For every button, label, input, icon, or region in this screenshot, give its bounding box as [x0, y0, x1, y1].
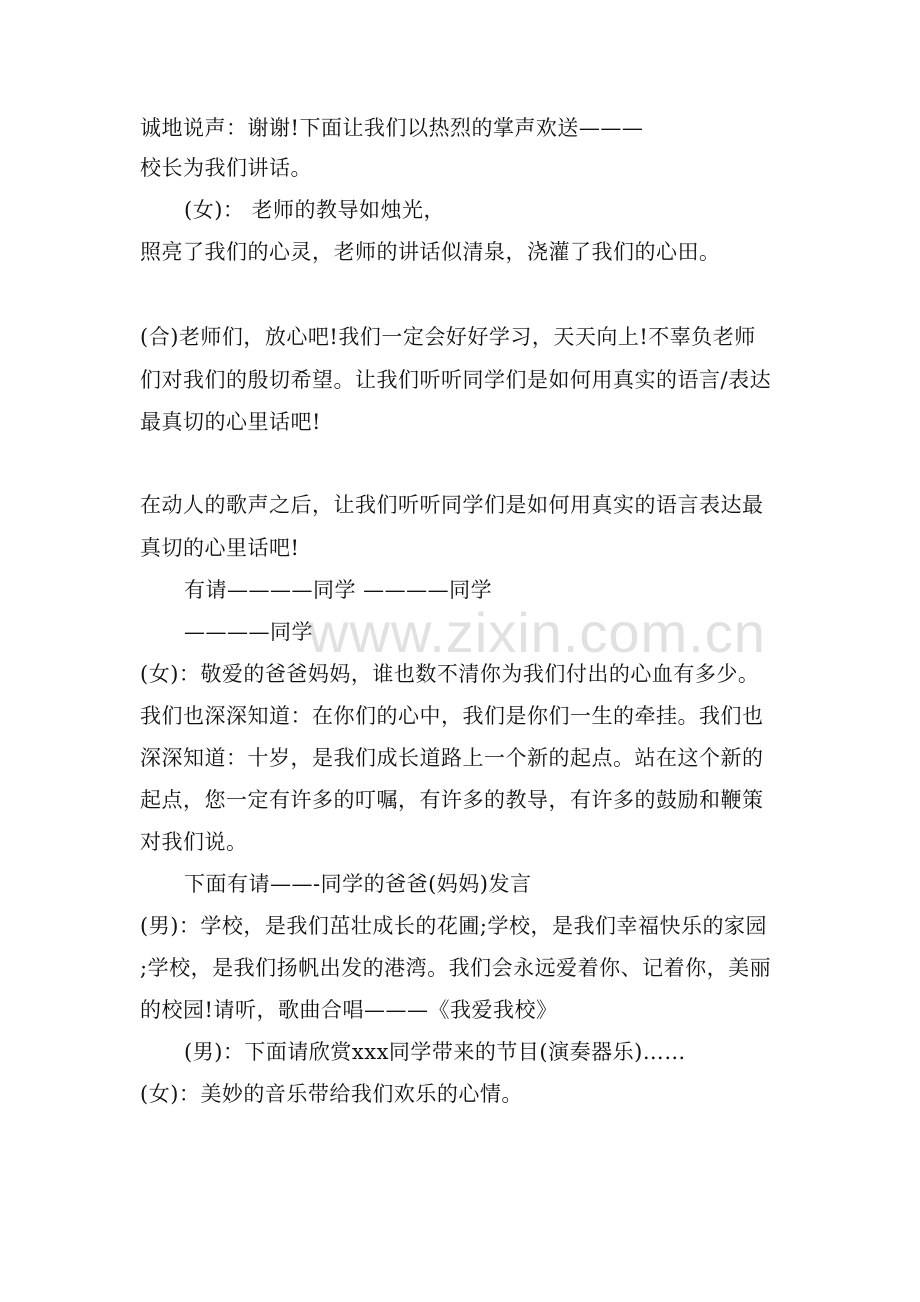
text-line: 有请————同学 ————同学	[184, 578, 493, 602]
text-line: (合)老师们，放心吧!我们一定会好好学习，天天向上!不辜负老师	[140, 325, 756, 349]
text-line: (女)：美妙的音乐带给我们欢乐的心情。	[140, 1082, 523, 1106]
text-line: 照亮了我们的心灵，老师的讲话似清泉，浇灌了我们的心田。	[140, 240, 721, 264]
text-line: 我们也深深知道：在你们的心中，我们是你们一生的牵挂。我们也	[140, 704, 764, 728]
text-line: 真切的心里话吧!	[140, 536, 300, 560]
text-line: 的校园!请听，歌曲合唱———《我爱我校》	[140, 998, 558, 1022]
text-line: 们对我们的殷切希望。让我们听听同学们是如何用真实的语言/表达	[140, 368, 772, 392]
text-line: ————同学	[184, 620, 313, 644]
text-line: 对我们说。	[140, 830, 248, 854]
text-line: 下面有请——-同学的爸爸(妈妈)发言	[184, 872, 532, 896]
text-line: ;学校，是我们扬帆出发的港湾。我们会永远爱着你、记着你，美丽	[140, 956, 772, 980]
text-line: (男)：学校，是我们茁壮成长的花圃;学校，是我们幸福快乐的家园	[140, 914, 767, 938]
text-line: (男)：下面请欣赏xxx同学带来的节目(演奏器乐)……	[184, 1040, 686, 1064]
text-line: 校长为我们讲话。	[140, 156, 312, 180]
text-line: 在动人的歌声之后，让我们听听同学们是如何用真实的语言表达最	[140, 493, 764, 517]
text-line: 最真切的心里话吧!	[140, 410, 321, 434]
text-line: 起点，您一定有许多的叮嘱，有许多的教导，有许多的鼓励和鞭策	[140, 788, 764, 812]
text-line: 深深知道：十岁，是我们成长道路上一个新的起点。站在这个新的	[140, 746, 764, 770]
watermark: www.zixin.com.cn	[308, 601, 766, 664]
text-line: (女)： 老师的教导如烛光，	[184, 198, 446, 222]
text-line: 诚地说声：谢谢!下面让我们以热烈的掌声欢送———	[140, 116, 644, 140]
text-line: (女)：敬爱的爸爸妈妈，谁也数不清你为我们付出的心血有多少。	[140, 662, 760, 686]
